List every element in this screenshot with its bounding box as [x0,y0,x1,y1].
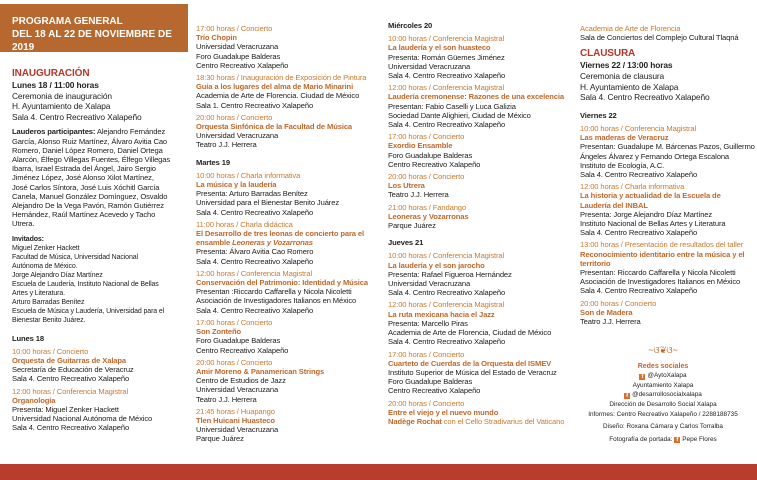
event [580,299,757,327]
event-detail: Sala 4. Centro Recreativo Xalapeño [388,288,506,298]
ornament-icon: ~ଓ❦ଓ~ [648,345,678,355]
event-title: Trío Chopin [196,33,237,43]
event [196,24,386,70]
day-heading: Lunes 18 [12,333,44,343]
event-time: 18:30 horas / Inauguración de Exposición de Pintura [196,73,367,83]
event-detail: Centro Recreativo Xalapeño [388,386,481,396]
event [196,358,386,404]
list-line: Romero, Daniel López Romero, Daniel Ortega [12,145,163,155]
event [388,251,578,297]
event [196,113,386,150]
informes: Informes: Centro Recreativo Xalapeño / 2288188735 [588,410,738,418]
section-title: INAUGURACIÓN [12,68,90,79]
event-detail: Sala 1. Centro Recreativo Xalapeño [196,100,314,110]
ceremony-detail: Sala 4. Centro Recreativo Xalapeño [12,111,142,122]
event-time: 17:00 horas / Concierto [388,132,465,142]
event [196,269,386,315]
event-detail: Teatro J.J. Herrera [196,394,257,404]
program-column [196,24,386,447]
event-detail: Presentan: Fabio Caselli y Luca Galizia [388,101,516,111]
list-line: Escuela de Música y Laudería, Universidad para el [12,308,165,316]
event-title: Cuarteto de Cuerdas de la Orquesta del ISMEV [388,358,552,368]
event-detail: Teatro J.J. Herrera [388,190,449,200]
event-time: 20:00 horas / Concierto [388,398,465,408]
event [12,347,202,384]
section-title: CLAUSURA [580,48,636,60]
event-detail: Parque Juárez [388,221,436,231]
event-detail: Foro Guadalupe Balderas [196,51,281,61]
event-detail: Foro Guadalupe Balderas [388,150,473,160]
event-detail: Ángeles Álvarez y Fernando Ortega Escalona [580,151,730,161]
ceremony-detail: Ceremonia de inauguración [12,90,112,101]
header-dates: DEL 18 AL 22 DE NOVIEMBRE DE 2019 [12,29,172,53]
event-detail: Sala 4. Centro Recreativo Xalapeño [580,286,698,296]
list-line: Arturo Barradas Benítez [12,299,85,307]
event-detail: Asociación de Investigadores Italianos en México [196,296,357,306]
event-title: Laudería del INBAL [580,200,648,210]
event-detail: Teatro J.J. Herrera [196,140,257,150]
event [196,407,386,444]
ceremony-block [580,60,757,102]
event-detail: Foro Guadalupe Balderas [388,377,473,387]
event-detail: Academia de Arte de Florencia. Ciudad de México [196,91,360,101]
header-title: PROGRAMA GENERAL [12,16,123,27]
event-detail: Universidad para el Bienestar Benito Juárez [196,198,339,208]
ceremony-date: Lunes 18 / 11:00 horas [12,80,99,90]
event [580,182,757,237]
event [388,350,578,396]
social-handle[interactable]: @AytoXalapa [647,372,687,380]
text-segment: con el Cello Stradivarius del Vaticano [441,416,565,426]
list-line: Artes y Literatura. [12,290,65,298]
event-title: La música y la laudería [196,180,277,190]
day-heading: Viernes 22 [580,110,617,120]
event-detail: Sala 4. Centro Recreativo Xalapeño [12,374,130,384]
event [388,399,578,427]
event-detail: Universidad Veracruzana [196,42,279,52]
event-time: 20:00 horas / Concierto [388,172,465,182]
event-title [196,238,386,247]
list-line: Ibarra, Israel Estrada del Ángel, Jairo Sergio [12,164,156,174]
event-detail: Universidad Nacional Autónoma de México [12,414,153,424]
event-title: La laudería y el son huasteco [388,43,491,53]
event [388,300,578,346]
event-time: 17:00 horas / Concierto [388,349,465,359]
event-detail: Sala 4. Centro Recreativo Xalapeño [196,207,314,217]
event-time: 11:00 horas / Charla didáctica [196,219,293,229]
event [388,132,578,169]
event-title: Leoneras y Vozarronas [388,211,469,221]
event-detail: Presentan: Riccardo Caffarella y Nicola Nicoletti [580,268,736,278]
event-detail: Centro Recreativo Xalapeño [196,345,289,355]
social-footer [578,346,748,444]
event-detail: Universidad Veracruzana [196,425,279,435]
event [196,73,386,110]
list-line [12,235,202,244]
event-title: La laudería y el son jarocho [388,260,485,270]
ceremony-detail: H. Ayuntamiento de Xalapa [12,101,111,112]
facebook-icon: f [639,374,645,380]
event-time: Academia de Arte de Florencia [580,24,681,33]
event-time: 21:45 horas / Huapango [196,406,275,416]
event-detail: Sala 4. Centro Recreativo Xalapeño [388,71,506,81]
event-detail: Presenta: Román Güemes Jiménez [388,52,505,62]
list-line: Facultad de Música, Universidad Nacional [12,253,138,261]
event [388,83,578,129]
event-detail: Universidad Veracruzana [196,385,279,395]
event-title: Orquesta Sinfónica de la Facultad de Música [196,122,353,132]
event-detail: Sala 4. Centro Recreativo Xalapeño [580,228,698,238]
guests-list [12,235,202,326]
event-title: Amir Moreno & Panamerican Strings [196,366,325,376]
event-title: Los Utrera [388,181,425,191]
event-title: Tlen Huicani Huasteco [196,415,275,425]
event-detail: Instituto Nacional de Bellas Artes y Literatura [580,219,726,229]
event [388,34,578,80]
list-line: Alejandro De la Vega Pavón, Ramón Gutiérrez [12,201,164,210]
program-header [0,4,188,52]
event [580,240,757,295]
event-detail: Universidad Veracruzana [388,279,471,289]
event [388,203,578,231]
list-line [12,127,202,136]
text-segment: Leoneras y Vozarronas [232,238,313,248]
event-detail: Parque Juárez [196,434,244,444]
event-time: 20:00 horas / Concierto [196,357,273,367]
event-title: Conservación del Patrimonio: Identidad y Música [196,278,369,288]
event-time: 10:00 horas / Conferencia Magistral [388,251,505,261]
event-title: Organología [12,395,56,405]
design-credit: Diseño: Roxana Cámara y Carlos Torralba [603,423,723,431]
event-time: 20:00 horas / Concierto [196,112,273,122]
event-title: territorio [580,258,611,268]
list-line: Escuela de Laudería, Instituto Nacional de Bellas [12,281,159,289]
list-line: Hernández, Raúl Martínez Acevedo y Tacho [12,210,156,220]
event-title: Laudería cremonense: Razones de una excelencia [388,92,564,102]
event-time: 10:00 horas / Charla informativa [196,170,301,180]
event [580,124,757,179]
event [12,387,202,433]
event-detail: Sala 4. Centro Recreativo Xalapeño [196,305,314,315]
event-detail: Presenta: Miguel Zenker Hackett [12,404,119,414]
ceremony-detail: Ceremonia de clausura [580,71,665,81]
social-handle[interactable]: @desarrollosocialxalapa [632,391,702,399]
event-time: 20:00 horas / Concierto [580,298,657,308]
list-line: Miguel Zenker Hackett [12,244,80,252]
facebook-icon: f [674,437,680,443]
event-detail: Presentan :Riccardo Caffarella y Nicola Nicoletti [196,287,352,297]
event-time: 12:00 horas / Conferencia Magistral [388,300,505,310]
list-line: Jiménez López, José Alonso Xilot Martínez, [12,173,154,183]
event-time: 12:00 horas / Conferencia Magistral [196,268,313,278]
event-detail: Instituto Superior de Música del Estado de Veracruz [388,367,557,377]
event-detail: Universidad Veracruzana [388,61,471,71]
list-line: José Carlos Síntora, José Luis Xóchitl García [12,182,160,192]
text-segment: Invitados: [12,235,44,243]
event-detail: Presentan: Guadalupe M. Bárcenas Pazos, Guillermo [580,142,755,152]
event-detail: Universidad Veracruzana [196,131,279,141]
list-line: Utrera. [12,219,35,229]
text-segment: Alejandro Fernández [95,127,166,137]
list-line: Autónoma de México. [12,262,78,270]
facebook-icon: f [624,393,630,399]
event-time: 13:00 horas / Presentación de resultados del taller [580,240,744,250]
event-detail: Sociedad Dante Alighieri, Ciudad de México [388,110,531,120]
event-title: Son de Madera [580,307,633,317]
event [388,172,578,200]
event-detail: Secretaría de Educación de Veracruz [12,365,134,375]
ceremony-date: Viernes 22 / 13:00 horas [580,60,673,71]
text-segment: ensamble [196,238,233,248]
event-time: 10:00 horas / Conferencia Magistral [388,34,505,44]
event [196,220,386,266]
photo-credit-name: Pepe Flores [682,435,717,443]
event-detail: Centro Recreativo Xalapeño [388,159,481,169]
footer-band [0,464,757,480]
luthiers-list [12,127,202,228]
event-time: 12:00 horas / Conferencia Magistral [388,83,505,93]
list-line: Canela, Manuel González Domínguez, Osvaldo [12,191,168,201]
event-detail: Presenta: Marcello Piras [388,318,468,328]
program-column [12,62,202,436]
day-heading: Martes 19 [196,157,230,167]
event-detail: Centro Recreativo Xalapeño [196,60,289,70]
text-segment: Nadège Rochat [388,416,442,426]
program-column [580,24,757,329]
event-title [388,417,578,426]
social-title: Redes sociales [637,362,689,370]
event-title: El Desarrollo de tres leonas de concierto para el [196,229,364,239]
list-line: García, Alonso Ruiz Martínez, Álvaro Avitia Cao [12,136,168,146]
day-heading: Jueves 21 [388,238,424,248]
event-detail: Sala 4. Centro Recreativo Xalapeño [12,423,130,433]
event-time: 17:00 horas / Concierto [196,24,273,33]
list-line: Jorge Alejandro Díaz Martínez [12,271,103,279]
event-title: Son Zonteño [196,327,242,337]
photo-credit-label: Fotografía de portada: [609,435,673,443]
ceremony-detail: Sala 4. Centro Recreativo Xalapeño [580,92,710,103]
event-detail: Presenta: Arturo Barradas Benítez [196,189,308,199]
event-title: Las maderas de Veracruz [580,133,669,143]
social-name: Dirección de Desarrollo Social Xalapa [609,400,717,408]
event-detail: Sala de Conciertos del Complejo Cultural Tlaqná [580,33,739,43]
event [580,24,757,42]
event [196,318,386,355]
event-detail: Instituto de Ecología, A.C. [580,160,665,170]
program-column [388,13,578,429]
event [196,171,386,217]
list-line: Alarcón, Élfego Villegas Fuentes, Élfego Villegas [12,154,171,164]
event-detail: Presenta: Álvaro Avitia Cao Romero [196,247,314,257]
event-detail: Asociación de Investigadores Italianos en México [580,277,741,287]
day-heading: Miércoles 20 [388,21,433,30]
list-line: Bienestar Benito Juárez. [12,317,86,325]
event-title: Exordio Ensamble [388,141,453,151]
event-time: 12:00 horas / Charla informativa [580,182,685,192]
ceremony-block [12,80,202,122]
event-detail: Sala 4. Centro Recreativo Xalapeño [580,170,698,179]
event-title: Reconocimiento identitario entre la música y el [580,249,745,259]
event-detail: Sala 4. Centro Recreativo Xalapeño [388,120,506,130]
event-detail: Teatro J.J. Herrera [580,317,641,327]
event-time: 10:00 horas / Conferencia Magistral [580,123,697,133]
event-time: 17:00 horas / Concierto [196,317,273,327]
event-detail: Sala 4. Centro Recreativo Xalapeño [196,256,314,266]
event-detail: Centro de Estudios de Jazz [196,376,286,386]
event-detail: Presenta: Jorge Alejandro Díaz Martínez [580,209,713,219]
event-time: 12:00 horas / Conferencia Magistral [12,386,129,396]
event-time: 10:00 horas / Concierto [12,346,89,356]
event-title: Entre el viejo y el nuevo mundo [388,407,499,417]
event-detail: Foro Guadalupe Balderas [196,336,281,346]
event-detail: Sala 4. Centro Recreativo Xalapeño [388,337,506,347]
event-title: La historia y actualidad de la Escuela de [580,191,721,201]
event-title: Guía a los lugares del alma de Mario Minarini [196,82,354,92]
event-detail: Academia de Arte de Florencia, Ciudad de México [388,328,552,338]
event-title: La ruta mexicana hacia el Jazz [388,309,495,319]
event-title: Orquesta de Guitarras de Xalapa [12,355,127,365]
event-detail: Presenta: Rafael Figueroa Hernández [388,269,512,279]
text-segment: Lauderos participantes: [12,127,96,137]
ceremony-detail: H. Ayuntamiento de Xalapa [580,81,679,92]
social-name: Ayuntamiento Xalapa [632,381,694,389]
event-time: 21:00 horas / Fandango [388,202,466,212]
